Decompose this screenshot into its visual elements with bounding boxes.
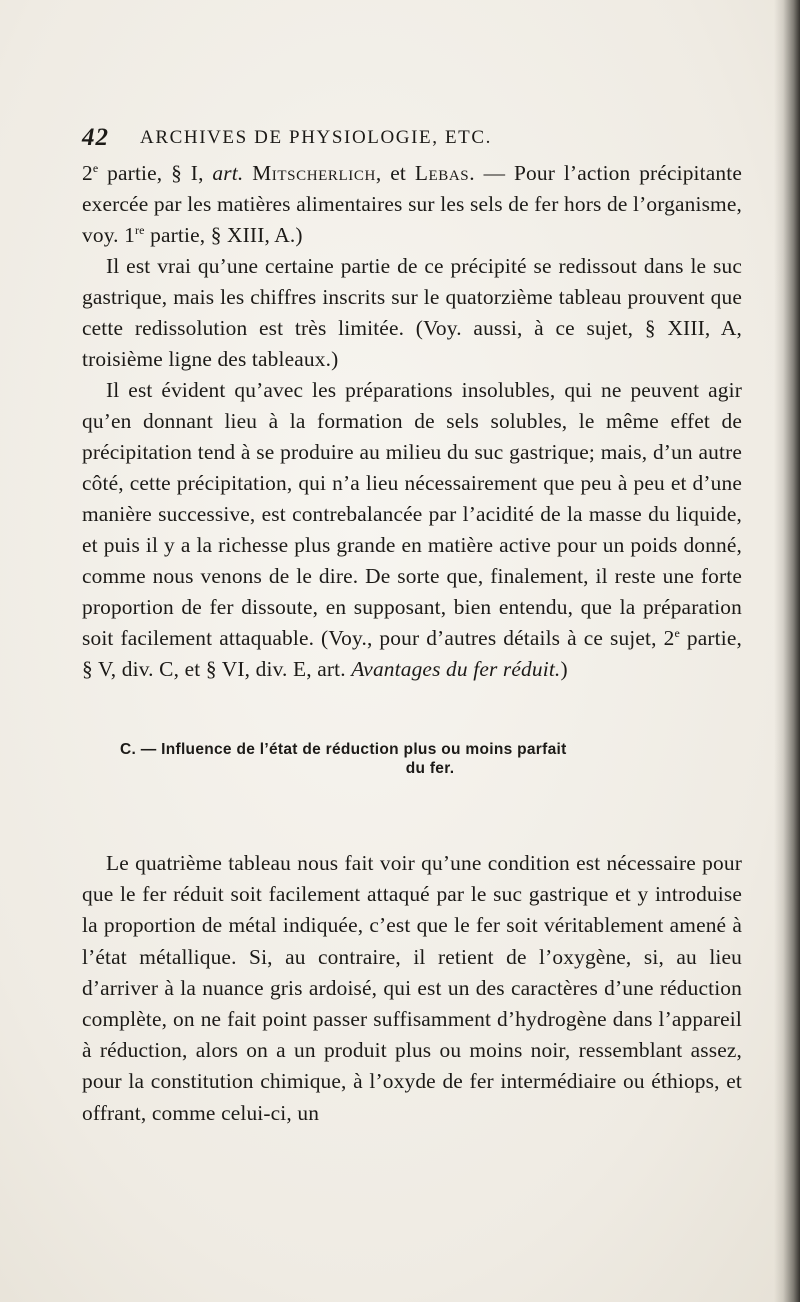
author-name: Lebas [414, 161, 470, 185]
page-number: 42 [82, 124, 109, 151]
author-name: Mitscherlich [252, 161, 376, 185]
section-heading [120, 740, 740, 778]
paragraph-2: Il est vrai qu’une certaine partie de ce précipité se redissout dans le suc gastrique, mais les chiffres inscrits sur le quatorzième tableau prouvent que cette redissolution est très limitée. (Voy. aussi, à ce sujet, § XIII, A, troisième ligne des tableaux.) [82, 254, 742, 371]
section-heading-line-2: du fer. [405, 760, 455, 777]
paragraph-1: 2e partie, § I, art. Mitscherlich, et Lebas. — Pour l’action précipitante exercée par les matières alimentaires sur les sels de fer hors de l’organisme, voy. 1re partie, § XIII, A.) [82, 161, 742, 247]
paragraph-3: Il est évident qu’avec les préparations insolubles, qui ne peuvent agir qu’en donnant lieu à la formation de sels solubles, le même effet de précipitation tend à se produire au milieu du suc gastrique; mais, d’un autre côté, cette précipitation, qui n’a lieu nécessairement que peu à peu et d’une manière successive, est contrebalancée par l’acidité de la masse du liquide, et puis il y a la richesse plus grande en matière active pour un poids donné, comme nous venons de le dire. De sorte que, finalement, il reste une forte proportion de fer dissoute, en supposant, bien entendu, que la préparation soit facilement attaquable. (Voy., pour d’autres détails à ce sujet, 2e partie, § V, div. C, et § VI, div. E, art. Avantages du fer réduit.) [82, 378, 742, 681]
paragraph-4: Le quatrième tableau nous fait voir qu’une condition est nécessaire pour que le fer réduit soit facilement attaqué par le suc gastrique et y introduise la proportion de métal indiquée, c’est que le fer soit véritablement amené à l’état métallique. Si, au contraire, il retient de l’oxygène, si, au lieu d’arriver à la nuance gris ardoisé, qui est un des caractères d’une réduction complète, on ne fait point passer suffisamment d’hydrogène dans l’appareil à réduction, alors on a un produit plus ou moins noir, ressemblant assez, pour la constitution chimique, à l’oxyde de fer intermédiaire ou éthiops, et offrant, comme celui-ci, un [82, 851, 742, 1125]
body-text-upper [82, 158, 742, 685]
article-title: Avantages du fer réduit. [351, 657, 561, 681]
running-head: ARCHIVES DE PHYSIOLOGIE, ETC. [140, 127, 492, 148]
page-edge-shadow [774, 0, 800, 1302]
page-header [82, 124, 722, 154]
body-text-lower [82, 848, 742, 1129]
section-heading-line-1: C. — Influence de l’état de réduction plus ou moins parfait [120, 741, 567, 758]
